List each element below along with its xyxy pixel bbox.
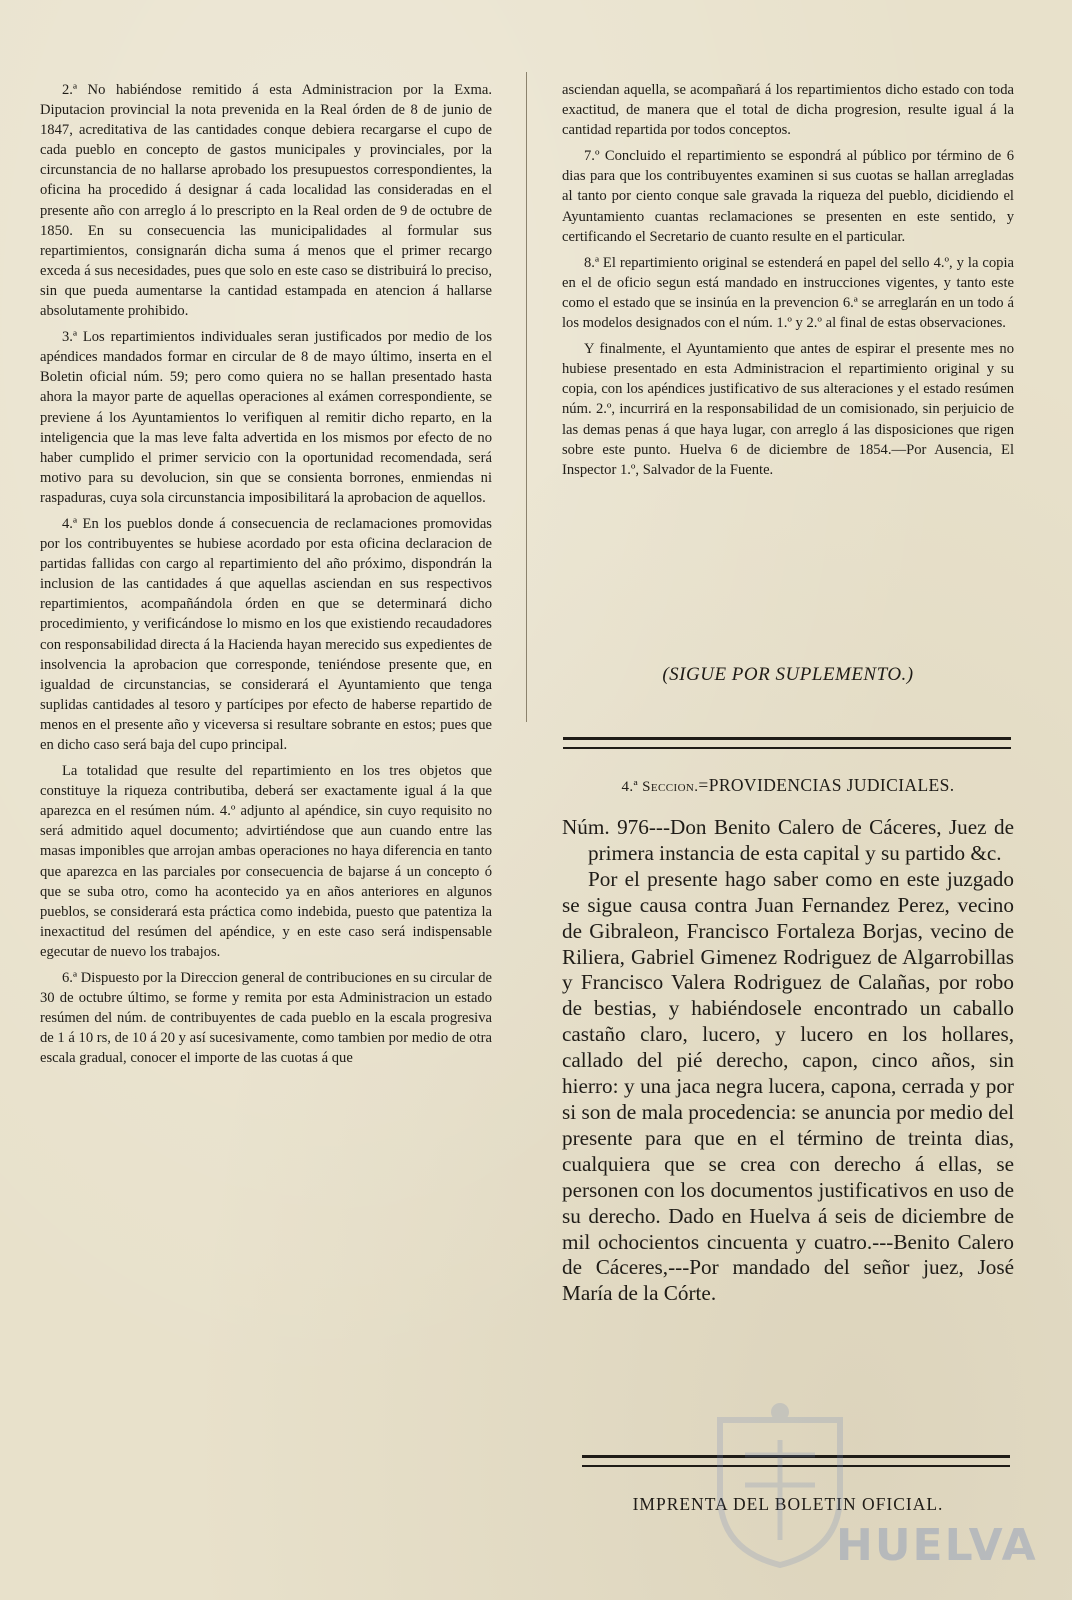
section-title: =PROVIDENCIAS JUDICIALES. (698, 775, 955, 795)
paragraph-totalidad: La totalidad que resulte del repartimiento en los tres objetos que constituye la riqueza contributiba, deberá ser exactamente igual á la que aparezca en el resúmen núm. 4.º adjunto al apéndice, sin cuyo requisito no será admitido aquel documento; advirtiéndose que aun cuando entre las masas imponibles que arrojan ambas operaciones no haya diferencia en tanto que aparezca en las parciales por consecuencia de bajarse á un concepto ó que se suba otro, como ha acontecido ya en años anteriores en algunos pueblos, se considerará esta práctica como indebida, puesto que patentiza la inexactitud del resúmen del apéndice, y en este caso será indispensable egecutar de nuevo los trabajos. (40, 763, 492, 960)
column-divider (526, 72, 527, 722)
judicial-notice (562, 815, 1014, 1307)
paragraph-7: 7.º Concluido el repartimiento se espondrá al público por término de 6 dias para que los contribuyentes examinen si sus cuotas se hallan arregladas al tanto por ciento conque sale gravada la riqueza del pueblo, dicidiendo el Ayuntamiento cuantas reclamaciones se presenten en este sentido, y certificando el Secretario de cuanto resulte en el particular. (562, 148, 1014, 245)
paragraph-8: 8.ª El repartimiento original se estenderá en papel del sello 4.º, y la copia en el de oficio segun está mandado en instrucciones vigentes, y tanto este como el estado que se insinúa en la prevencion 6.ª se arreglarán en un todo á los modelos designados con el núm. 1.º y 2.º al final de estas observaciones. (562, 254, 1014, 332)
section-heading (562, 775, 1014, 796)
paragraph-6: 6.ª Dispuesto por la Direccion general de contribuciones en su circular de 30 de octubre último, se forme y remita por esta Administracion un estado resúmen del núm. de contribuyentes de cada pueblo en la escala progresiva de 1 á 10 rs, de 10 á 20 y así sucesivamente, como tambien por medio de otra escala gradual, conocer el importe de las cuotas á que (40, 970, 492, 1067)
paragraph-continuation: asciendan aquella, se acompañará á los repartimientos dicho estado con toda exactitud, de manera que el total de dicha progresion, resulte igual á la cantidad repartida por todos conceptos. (562, 82, 1014, 139)
judicial-notice-head: Núm. 976---Don Benito Calero de Cáceres, Juez de primera instancia de esta capital y su partido &c. (562, 815, 1014, 865)
shield-watermark-icon (710, 1400, 850, 1570)
paragraph-2: 2.ª No habiéndose remitido á esta Administracion por la Exma. Diputacion provincial la nota prevenida en la Real órden de 8 de junio de 1847, acreditativa de las cantidades conque debiera recargarse el cupo de cada pueblo en concepto de gastos municipales y provinciales, por la circunstancia de no hallarse aprobado los presupuestos correspondientes, la oficina ha procedido á designar á cada localidad las consideradas en el presente año con arreglo á lo prescripto en la Real orden de 9 de octubre de 1850. En su consecuencia las municipalidades al formular sus repartimientos, consignarán dicha suma á menos que el primer recargo exceda á sus necesidades, pues que solo en este caso se distribuirá lo preciso, sin que pueda aumentarse la cantidad estampada en atencion á hallarse absolutamente prohibido. (40, 82, 492, 320)
paragraph-4: 4.ª En los pueblos donde á consecuencia de reclamaciones promovidas por los contribuyentes se hubiese acordado por esta oficina declaracion de partidas fallidas con cargo al repartimiento del año próximo, dispondrán la inclusion de las cantidades á que aquellas asciendan en sus respectivos repartimientos, acompañándola órden en que se determinará dicho procedimiento, y verificándose lo mismo en los que existiendo recaudadores con responsabilidad directa á la Hacienda hayan merecido sus expedientes de insolvencia la aprobacion que corresponde, teniéndose presente que, en igualdad de circunstancias, se considerará el Ayuntamiento que tenga suplidas cantidades al tesoro y partícipes por efecto de haberse repartido de menos en el presente año y viceversa si resultare sobrante en estos; pues que en dicho caso será baja del cupo principal. (40, 515, 492, 753)
left-column (40, 80, 492, 1075)
paragraph-finalmente: Y finalmente, el Ayuntamiento que antes de espirar el presente mes no hubiese presentado en esta Administracion el repartimiento original y su copia, con los apéndices justificativo de sus alteraciones y el estado resúmen núm. 2.º, incurrirá en la responsabilidad de un comisionado, sin perjuicio de las demas penas á que haya lugar, con arreglo á las disposiciones que rigen sobre este punto. Huelva 6 de diciembre de 1854.—Por Ausencia, El Inspector 1.º, Salvador de la Fuente. (562, 341, 1014, 478)
continued-notice: (SIGUE POR SUPLEMENTO.) (662, 664, 914, 685)
section-number: 4.ª Seccion. (621, 779, 699, 795)
paragraph-3: 3.ª Los repartimientos individuales seran justificados por medio de los apéndices mandados formar en circular de 8 de mayo último, inserta en el Boletin oficial núm. 59; pero como quiera no se hallan presentado hasta ahora la mayor parte de aquellas operaciones al exámen correspondiente, se previene á los Ayuntamientos lo verifiquen al remitir dicho reparto, en la inteligencia que la mas leve falta advertida en los mismos por efecto de no haber cumplido el primer servicio con la oportunidad recomendada, será motivo para su devolucion, sin que se consienta borrones, enmiendas ni raspaduras, cuya sola circunstancia imposibilitará la aprobacion de aquellos. (40, 329, 492, 506)
printer-imprint: IMPRENTA DEL BOLETIN OFICIAL. (632, 1494, 944, 1514)
watermark-text: HUELVA (836, 1520, 1038, 1571)
section-divider (563, 737, 1011, 749)
judicial-notice-body: Por el presente hago saber como en este juzgado se sigue causa contra Juan Fernandez Perez, vecino de Gibraleon, Francisco Fortaleza Borjas, vecino de Riliera, Gabriel Gimenez Rodriguez de Algarrobillas y Francisco Valera Rodriguez de Calañas, por robo de bestias, y habiéndosele encontrado un caballo castaño claro, lucero, y lucero en los hollares, callado del pié derecho, capon, cinco años, sin hierro: y una jaca negra lucera, capona, cerrada y por si son de mala procedencia: se anuncia por medio del presente para que en el término de treinta dias, cualquiera que se crea con derecho á ellas, se personen con los documentos justificativos en uso de su derecho. Dado en Huelva á seis de diciembre de mil ochocientos cincuenta y cuatro.---Benito Calero de Cáceres,---Por mandado del señor juez, José María de la Córte. (562, 866, 1014, 1306)
right-column (562, 80, 1014, 486)
